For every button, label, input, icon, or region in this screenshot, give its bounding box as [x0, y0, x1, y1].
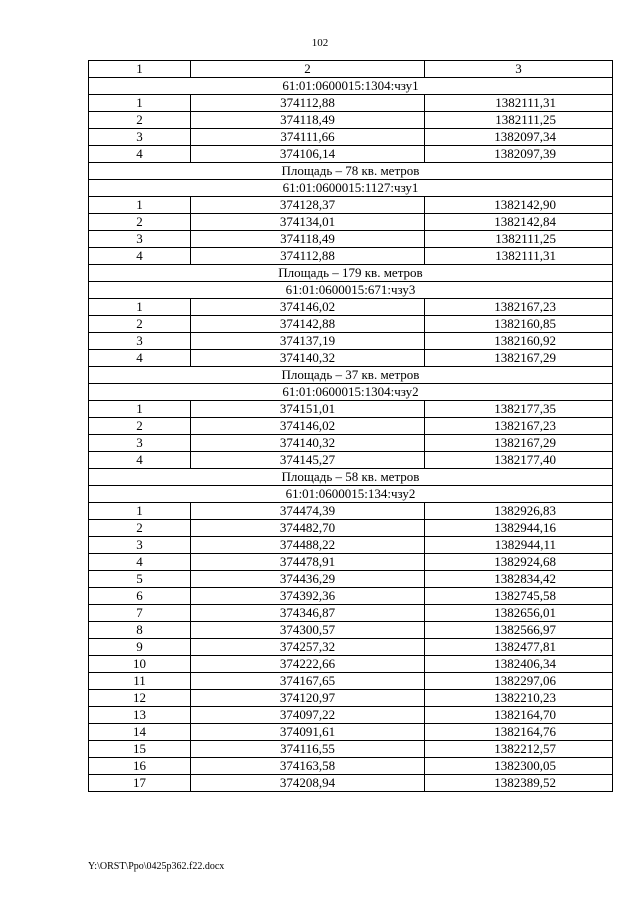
x-coordinate: 374145,27: [191, 452, 425, 469]
y-coordinate: 1382167,29: [425, 350, 613, 367]
y-coordinate: 1382389,52: [425, 775, 613, 792]
x-coordinate: 374167,65: [191, 673, 425, 690]
y-coordinate: 1382097,34: [425, 129, 613, 146]
column-header-number: 1: [89, 61, 191, 78]
point-number: 3: [89, 333, 191, 350]
table-row: [89, 690, 613, 707]
x-coordinate: 374163,58: [191, 758, 425, 775]
x-coordinate: 374146,02: [191, 299, 425, 316]
x-coordinate: 374300,57: [191, 622, 425, 639]
cadastral-number: 61:01:0600015:134:чзу2: [89, 486, 613, 503]
table-row: [89, 146, 613, 163]
table-row: [89, 673, 613, 690]
point-number: 4: [89, 146, 191, 163]
table-row: [89, 316, 613, 333]
area-row: [89, 469, 613, 486]
point-number: 2: [89, 418, 191, 435]
x-coordinate: 374208,94: [191, 775, 425, 792]
point-number: 1: [89, 299, 191, 316]
section-title-row: [89, 180, 613, 197]
x-coordinate: 374151,01: [191, 401, 425, 418]
document-file-path: Y:\ORST\Ppo\0425p362.f22.docx: [88, 861, 225, 872]
table-row: [89, 537, 613, 554]
point-number: 3: [89, 435, 191, 452]
point-number: 9: [89, 639, 191, 656]
x-coordinate: 374392,36: [191, 588, 425, 605]
x-coordinate: 374436,29: [191, 571, 425, 588]
coordinates-table-body: [89, 61, 613, 792]
cadastral-number: 61:01:0600015:1304:чзу1: [89, 78, 613, 95]
table-row: [89, 707, 613, 724]
point-number: 4: [89, 452, 191, 469]
x-coordinate: 374142,88: [191, 316, 425, 333]
point-number: 10: [89, 656, 191, 673]
x-coordinate: 374118,49: [191, 112, 425, 129]
y-coordinate: 1382111,25: [425, 112, 613, 129]
point-number: 7: [89, 605, 191, 622]
x-coordinate: 374474,39: [191, 503, 425, 520]
table-row: [89, 248, 613, 265]
y-coordinate: 1382160,92: [425, 333, 613, 350]
y-coordinate: 1382834,42: [425, 571, 613, 588]
y-coordinate: 1382167,23: [425, 418, 613, 435]
table-row: [89, 333, 613, 350]
point-number: 3: [89, 231, 191, 248]
y-coordinate: 1382477,81: [425, 639, 613, 656]
point-number: 2: [89, 112, 191, 129]
area-label: Площадь – 58 кв. метров: [89, 469, 613, 486]
point-number: 11: [89, 673, 191, 690]
y-coordinate: 1382142,90: [425, 197, 613, 214]
y-coordinate: 1382167,29: [425, 435, 613, 452]
section-title-row: [89, 78, 613, 95]
y-coordinate: 1382210,23: [425, 690, 613, 707]
y-coordinate: 1382297,06: [425, 673, 613, 690]
area-row: [89, 367, 613, 384]
table-row: [89, 231, 613, 248]
table-row: [89, 605, 613, 622]
point-number: 6: [89, 588, 191, 605]
y-coordinate: 1382177,35: [425, 401, 613, 418]
section-title-row: [89, 282, 613, 299]
cadastral-number: 61:01:0600015:1127:чзу1: [89, 180, 613, 197]
table-row: [89, 350, 613, 367]
table-row: [89, 571, 613, 588]
x-coordinate: 374488,22: [191, 537, 425, 554]
y-coordinate: 1382097,39: [425, 146, 613, 163]
y-coordinate: 1382406,34: [425, 656, 613, 673]
x-coordinate: 374118,49: [191, 231, 425, 248]
point-number: 4: [89, 350, 191, 367]
x-coordinate: 374140,32: [191, 350, 425, 367]
cadastral-number: 61:01:0600015:671:чзу3: [89, 282, 613, 299]
table-row: [89, 724, 613, 741]
cadastral-number: 61:01:0600015:1304:чзу2: [89, 384, 613, 401]
x-coordinate: 374140,32: [191, 435, 425, 452]
header-row: [89, 61, 613, 78]
table-row: [89, 214, 613, 231]
table-row: [89, 95, 613, 112]
section-title-row: [89, 486, 613, 503]
x-coordinate: 374482,70: [191, 520, 425, 537]
area-label: Площадь – 37 кв. метров: [89, 367, 613, 384]
y-coordinate: 1382142,84: [425, 214, 613, 231]
x-coordinate: 374137,19: [191, 333, 425, 350]
column-header-y: 3: [425, 61, 613, 78]
table-row: [89, 435, 613, 452]
x-coordinate: 374134,01: [191, 214, 425, 231]
point-number: 8: [89, 622, 191, 639]
table-row: [89, 656, 613, 673]
section-title-row: [89, 384, 613, 401]
y-coordinate: 1382164,70: [425, 707, 613, 724]
y-coordinate: 1382111,31: [425, 248, 613, 265]
y-coordinate: 1382167,23: [425, 299, 613, 316]
table-row: [89, 554, 613, 571]
table-row: [89, 401, 613, 418]
y-coordinate: 1382177,40: [425, 452, 613, 469]
point-number: 14: [89, 724, 191, 741]
y-coordinate: 1382164,76: [425, 724, 613, 741]
point-number: 2: [89, 214, 191, 231]
table-row: [89, 758, 613, 775]
point-number: 1: [89, 401, 191, 418]
x-coordinate: 374120,97: [191, 690, 425, 707]
point-number: 2: [89, 520, 191, 537]
x-coordinate: 374111,66: [191, 129, 425, 146]
x-coordinate: 374146,02: [191, 418, 425, 435]
table-row: [89, 639, 613, 656]
table-row: [89, 741, 613, 758]
y-coordinate: 1382300,05: [425, 758, 613, 775]
table-row: [89, 418, 613, 435]
point-number: 16: [89, 758, 191, 775]
x-coordinate: 374106,14: [191, 146, 425, 163]
y-coordinate: 1382944,11: [425, 537, 613, 554]
point-number: 3: [89, 129, 191, 146]
x-coordinate: 374091,61: [191, 724, 425, 741]
table-row: [89, 197, 613, 214]
table-row: [89, 129, 613, 146]
table-row: [89, 503, 613, 520]
area-row: [89, 163, 613, 180]
table-row: [89, 775, 613, 792]
column-header-x: 2: [191, 61, 425, 78]
x-coordinate: 374116,55: [191, 741, 425, 758]
y-coordinate: 1382924,68: [425, 554, 613, 571]
point-number: 13: [89, 707, 191, 724]
table-row: [89, 452, 613, 469]
y-coordinate: 1382656,01: [425, 605, 613, 622]
point-number: 4: [89, 554, 191, 571]
y-coordinate: 1382745,58: [425, 588, 613, 605]
y-coordinate: 1382160,85: [425, 316, 613, 333]
table-row: [89, 520, 613, 537]
point-number: 1: [89, 197, 191, 214]
x-coordinate: 374222,66: [191, 656, 425, 673]
y-coordinate: 1382111,25: [425, 231, 613, 248]
coordinates-table: [88, 60, 613, 792]
point-number: 1: [89, 503, 191, 520]
point-number: 2: [89, 316, 191, 333]
y-coordinate: 1382212,57: [425, 741, 613, 758]
x-coordinate: 374112,88: [191, 248, 425, 265]
area-row: [89, 265, 613, 282]
x-coordinate: 374346,87: [191, 605, 425, 622]
point-number: 4: [89, 248, 191, 265]
y-coordinate: 1382926,83: [425, 503, 613, 520]
point-number: 1: [89, 95, 191, 112]
x-coordinate: 374128,37: [191, 197, 425, 214]
area-label: Площадь – 179 кв. метров: [89, 265, 613, 282]
y-coordinate: 1382566,97: [425, 622, 613, 639]
table-row: [89, 622, 613, 639]
y-coordinate: 1382944,16: [425, 520, 613, 537]
page-number: 102: [311, 37, 329, 49]
point-number: 15: [89, 741, 191, 758]
table-row: [89, 588, 613, 605]
x-coordinate: 374257,32: [191, 639, 425, 656]
x-coordinate: 374097,22: [191, 707, 425, 724]
x-coordinate: 374478,91: [191, 554, 425, 571]
x-coordinate: 374112,88: [191, 95, 425, 112]
point-number: 17: [89, 775, 191, 792]
point-number: 3: [89, 537, 191, 554]
area-label: Площадь – 78 кв. метров: [89, 163, 613, 180]
point-number: 5: [89, 571, 191, 588]
point-number: 12: [89, 690, 191, 707]
y-coordinate: 1382111,31: [425, 95, 613, 112]
table-row: [89, 112, 613, 129]
table-row: [89, 299, 613, 316]
